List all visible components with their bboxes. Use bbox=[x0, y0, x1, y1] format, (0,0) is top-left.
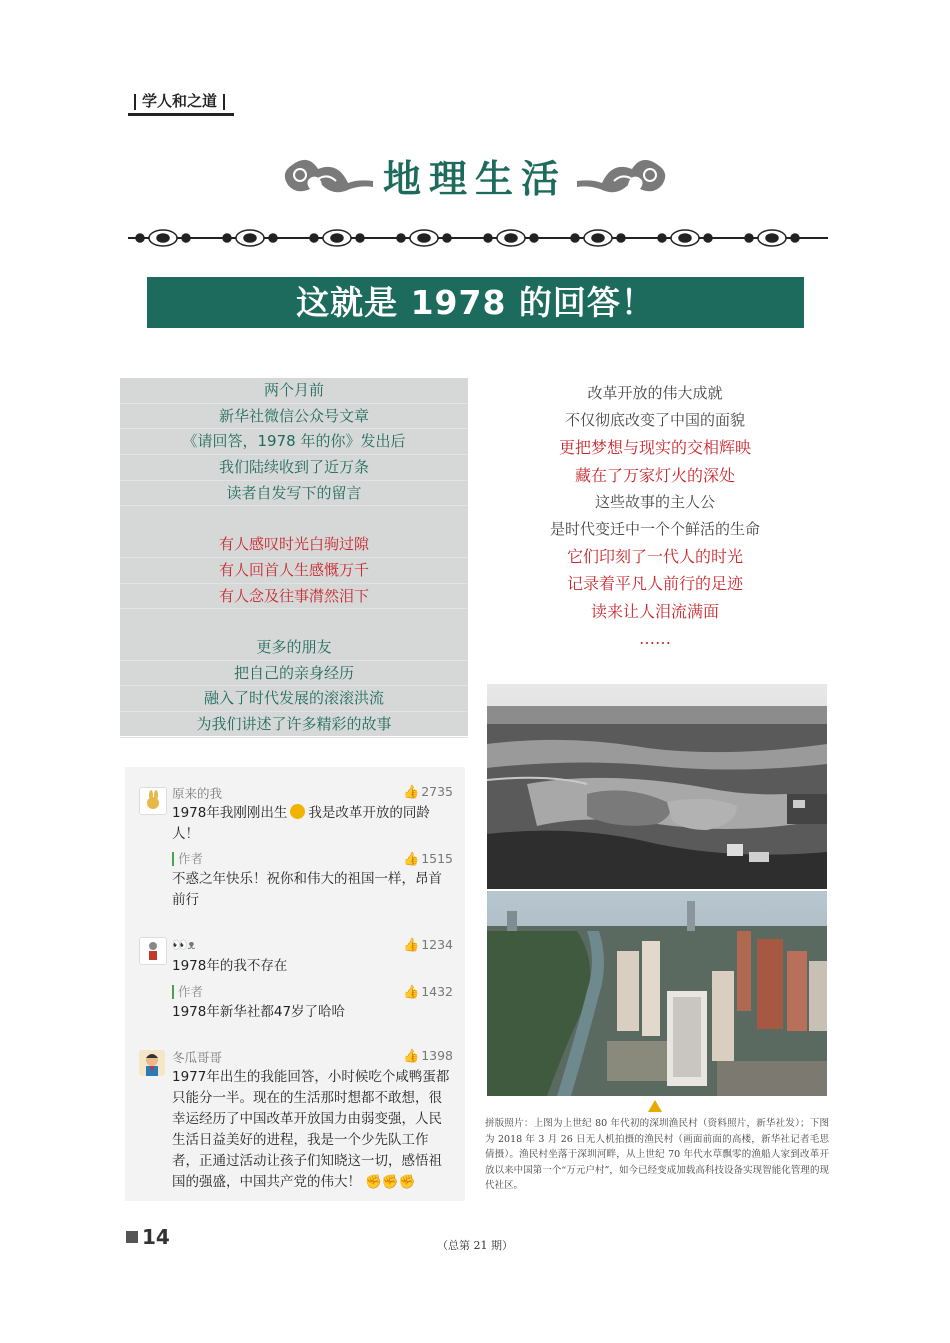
ornamental-divider bbox=[128, 226, 828, 250]
header-underline bbox=[128, 113, 234, 116]
comment-text: 1978年的我不存在 bbox=[172, 958, 288, 974]
photo-fishing-village-1980s bbox=[487, 684, 827, 889]
intro-line: 读者自发写下的留言 bbox=[120, 481, 468, 507]
headline-banner: 这就是 1978 的回答！ bbox=[147, 277, 804, 328]
intro-line: 把自己的亲身经历 bbox=[120, 661, 468, 687]
poem-line-highlight: 它们印刻了一代人的时光 bbox=[566, 547, 743, 567]
like-button[interactable]: 👍 1515 bbox=[403, 851, 453, 867]
poem-line-highlight: 记录着平凡人前行的足迹 bbox=[566, 574, 743, 594]
intro-line: 更多的朋友 bbox=[120, 635, 468, 661]
poem-line: 改革开放的伟大成就 bbox=[587, 384, 723, 402]
intro-line-spacer bbox=[120, 506, 468, 532]
reply-text: 不惑之年快乐！祝你和伟大的祖国一样，昂首 bbox=[172, 871, 442, 887]
thumbs-up-icon: 👍 bbox=[403, 852, 420, 867]
thumbs-up-filled-icon: 👍 bbox=[403, 985, 420, 1000]
figure-avatar-icon bbox=[140, 938, 166, 964]
intro-text-box bbox=[120, 378, 468, 736]
comment-text: 国的强盛，中国共产党的伟大！ ✊✊✊ bbox=[172, 1174, 416, 1190]
reply-text: 前行 bbox=[172, 892, 199, 908]
thumbs-up-icon: 👍 bbox=[403, 785, 420, 800]
poem-ellipsis: …… bbox=[639, 628, 671, 648]
poem-line-highlight: 读来让人泪流满面 bbox=[590, 601, 719, 621]
avatar[interactable] bbox=[139, 1050, 165, 1076]
poem-line: 不仅彻底改变了中国的面貌 bbox=[564, 411, 745, 430]
photo-caption: 拼版照片：上图为上世纪 80 年代初的深圳渔民村（资料照片，新华社发）；下图为 2018 年 3 月 26 日无人机拍摄的渔民村（画面前面的高楼，新华社记者毛思倩摄）。渔民村坐落于深圳河畔，从上世纪 70 年代水草飘零的渔船人家到改革开放以来中国第一个“万元户村”，如今已经变成加载高科技设备实现智能化管理的现代社区。 bbox=[485, 1118, 829, 1191]
intro-line: 为我们讲述了许多精彩的故事 bbox=[120, 712, 468, 738]
poem-line-highlight: 更把梦想与现实的交相辉映 bbox=[558, 438, 751, 458]
like-button[interactable]: 👍 2735 bbox=[403, 784, 453, 800]
grin-emoji-icon bbox=[290, 804, 305, 819]
section-title bbox=[0, 148, 950, 203]
comment-text: 者，正通过活动让孩子们知晓这一切，感悟祖 bbox=[172, 1153, 442, 1169]
section-title-text: 地理生活 bbox=[382, 156, 567, 201]
author-reply-label: 作者 bbox=[172, 852, 203, 866]
comment-text: 幸运经历了中国改革开放国力由弱变强，人民 bbox=[172, 1111, 442, 1127]
poem-line-highlight: 藏在了万家灯火的深处 bbox=[574, 465, 735, 485]
rabbit-avatar-icon bbox=[140, 788, 166, 814]
fist-emoji-icon: ✊✊✊ bbox=[365, 1174, 416, 1190]
header-tag-text: 学人和之道 bbox=[142, 92, 218, 110]
intro-line: 两个月前 bbox=[120, 378, 468, 404]
photo-fishing-village-2018 bbox=[487, 891, 827, 1096]
comment-text: 1977年出生的我能回答，小时候吃个咸鸭蛋都 bbox=[172, 1069, 450, 1085]
page-number: 14 bbox=[126, 1225, 170, 1249]
like-button[interactable]: 👍 1398 bbox=[403, 1048, 453, 1064]
like-button-active[interactable]: 👍 1432 bbox=[403, 984, 453, 1000]
thumbs-up-icon: 👍 bbox=[403, 1049, 420, 1064]
comment-username[interactable]: 👀ᴥ bbox=[172, 937, 196, 952]
poem-line: 这些故事的主人公 bbox=[594, 492, 715, 511]
intro-line-highlight: 有人回首人生感慨万千 bbox=[120, 558, 468, 584]
thumbs-up-icon: 👍 bbox=[403, 938, 420, 953]
like-button[interactable]: 👍 1234 bbox=[403, 937, 453, 953]
comment-text: 1978年我刚刚出生 我是改革开放的同龄 bbox=[172, 805, 430, 821]
comment-text: 生活日益美好的进程，我是一个少先队工作 bbox=[172, 1132, 429, 1148]
comment-text: 人！ bbox=[172, 826, 199, 842]
intro-line: 新华社微信公众号文章 bbox=[120, 404, 468, 430]
comment-username[interactable]: 原来的我 bbox=[172, 786, 223, 801]
cloud-ornament-right-icon bbox=[572, 151, 672, 201]
comment-text: 只能分一半。现在的生活那时想都不敢想，很 bbox=[172, 1090, 442, 1106]
caption-marker-icon bbox=[648, 1100, 662, 1112]
comments-panel bbox=[125, 767, 465, 1201]
intro-line: 融入了时代发展的滚滚洪流 bbox=[120, 686, 468, 712]
intro-line: 《请回答，1978 年的你》发出后 bbox=[120, 429, 468, 455]
poem-text bbox=[490, 380, 820, 652]
intro-line-highlight: 有人念及往事潸然泪下 bbox=[120, 584, 468, 610]
author-reply-label: 作者 bbox=[172, 985, 203, 999]
poem-line: 是时代变迁中一个个鲜活的生命 bbox=[549, 520, 760, 539]
intro-line-spacer bbox=[120, 609, 468, 635]
avatar[interactable] bbox=[139, 787, 167, 815]
intro-line-highlight: 有人感叹时光白驹过隙 bbox=[120, 532, 468, 558]
issue-number: （总第 21 期） bbox=[437, 1239, 513, 1252]
reply-text: 1978年新华社都47岁了哈哈 bbox=[172, 1004, 346, 1020]
boy-avatar-icon bbox=[139, 1050, 165, 1076]
comment-username[interactable]: 冬瓜哥哥 bbox=[172, 1050, 223, 1065]
intro-line: 我们陆续收到了近万条 bbox=[120, 455, 468, 481]
cloud-ornament-left-icon bbox=[278, 151, 378, 201]
avatar[interactable] bbox=[139, 937, 167, 965]
